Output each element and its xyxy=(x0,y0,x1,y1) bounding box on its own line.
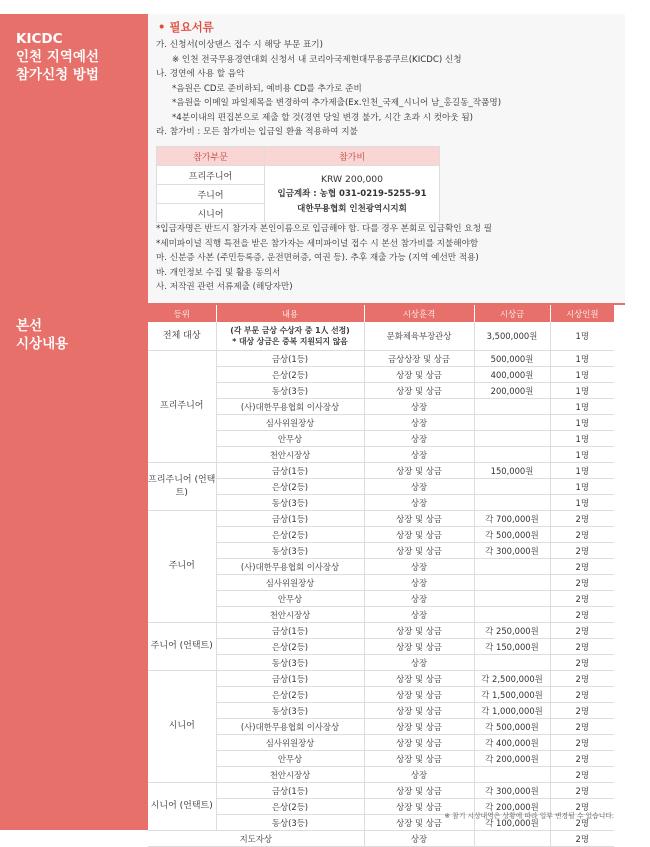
fee-division: 주니어 xyxy=(157,185,265,204)
award-row xyxy=(148,415,614,431)
count-cell: 2명 xyxy=(550,623,614,639)
award-row xyxy=(148,767,614,783)
count-cell: 2명 xyxy=(550,751,614,767)
award-name-cell: 천안시장상 xyxy=(216,767,364,783)
honor-cell: 상장 및 상금 xyxy=(364,639,474,655)
section-label-awards xyxy=(0,305,148,830)
award-row xyxy=(148,399,614,415)
honor-cell: 상장 xyxy=(364,767,474,783)
count-cell: 1명 xyxy=(550,383,614,399)
count-cell: 1명 xyxy=(550,322,614,351)
fee-division: 프리주니어 xyxy=(157,166,265,185)
award-name-cell: 금상(1등) xyxy=(216,351,364,367)
honor-cell: 상장 및 상금 xyxy=(364,671,474,687)
award-row xyxy=(148,495,614,511)
prize-cell: 각 400,000원 xyxy=(474,735,550,751)
requirement-line: 나. 경연에 사용 할 음악 xyxy=(156,69,245,79)
award-name-cell: 은상(2등) xyxy=(216,687,364,703)
honor-cell: 상장 및 상금 xyxy=(364,815,474,831)
award-row xyxy=(148,559,614,575)
prize-cell: 각 100,000원 xyxy=(474,815,550,831)
award-row xyxy=(148,655,614,671)
count-cell: 2명 xyxy=(550,831,614,847)
count-cell: 1명 xyxy=(550,415,614,431)
prize-cell: 200,000원 xyxy=(474,383,550,399)
prize-cell: 3,500,000원 xyxy=(474,322,550,351)
grand-prize-note: (각 부문 금상 수상자 중 1人 선정) * 대상 상금은 중복 지원되지 않음 xyxy=(216,322,364,351)
requirement-line: 마. 신분증 사본 (주민등록증, 운전면허증, 여권 등). 추후 재출 가능 (지역 예선만 적용) xyxy=(156,253,479,263)
requirement-line: 사. 저작권 관련 서류제출 (해당자만) xyxy=(156,282,293,292)
fee-amount: KRW 200,000 xyxy=(320,173,384,185)
count-cell: 1명 xyxy=(550,463,614,479)
requirement-line: 바. 개인정보 수집 및 활용 동의서 xyxy=(156,267,281,278)
award-row xyxy=(148,687,614,703)
award-row xyxy=(148,719,614,735)
category-cell: 시니어 xyxy=(148,671,216,783)
award-name-cell: 은상(2등) xyxy=(216,639,364,655)
honor-cell: 상장 xyxy=(364,399,474,415)
prize-cell xyxy=(474,495,550,511)
requirement-line: *세미파이널 직행 특전을 받은 참가자는 세미파이널 접수 시 본선 참가비를 지불해야함 xyxy=(156,238,479,249)
fee-account: 입금계좌 : 농협 031-0219-5255-91 xyxy=(277,188,427,199)
fee-account-holder: 대한무용협회 인천광역시지회 xyxy=(297,203,407,214)
award-row xyxy=(148,511,614,527)
prize-cell: 각 500,000원 xyxy=(474,527,550,543)
prize-cell: 각 300,000원 xyxy=(474,543,550,559)
prize-cell: 400,000원 xyxy=(474,367,550,383)
prize-cell: 500,000원 xyxy=(474,351,550,367)
award-row xyxy=(148,367,614,383)
category-cell: 프리주니어 (언택트) xyxy=(148,463,216,511)
awards-header-honor: 시상훈격 xyxy=(364,305,474,322)
awards-header-content: 내용 xyxy=(216,305,364,322)
required-documents-panel xyxy=(148,14,625,303)
award-name-cell: 금상(1등) xyxy=(216,511,364,527)
award-name-cell: 천안시장상 xyxy=(216,447,364,463)
honor-cell: 상장 및 상금 xyxy=(364,527,474,543)
count-cell: 2명 xyxy=(550,719,614,735)
award-row xyxy=(148,671,614,687)
prize-cell: 각 1,500,000원 xyxy=(474,687,550,703)
honor-cell: 문화체육부장관상 xyxy=(364,322,474,351)
count-cell: 2명 xyxy=(550,687,614,703)
count-cell: 1명 xyxy=(550,351,614,367)
prize-cell: 각 500,000원 xyxy=(474,719,550,735)
awards-header-count: 시상인원 xyxy=(550,305,614,322)
honor-cell: 상장 및 상금 xyxy=(364,511,474,527)
count-cell: 2명 xyxy=(550,799,614,815)
award-name-cell: 금상(1등) xyxy=(216,783,364,799)
section-label-application xyxy=(0,14,148,303)
award-name-cell: 은상(2등) xyxy=(216,799,364,815)
award-row xyxy=(148,351,614,367)
prize-cell xyxy=(474,559,550,575)
award-name-cell: (사)대한무용협회 이사장상 xyxy=(216,559,364,575)
category-cell: 시니어 (언택트) xyxy=(148,783,216,831)
award-name-cell: 동상(3등) xyxy=(216,655,364,671)
category-cell: 프리주니어 xyxy=(148,351,216,463)
count-cell: 2명 xyxy=(550,591,614,607)
fee-table xyxy=(156,146,440,223)
award-row xyxy=(148,639,614,655)
award-name-cell: 은상(2등) xyxy=(216,479,364,495)
prize-cell: 각 300,000원 xyxy=(474,783,550,799)
award-name-cell: (사)대한무용협회 이사장상 xyxy=(216,719,364,735)
award-row xyxy=(148,463,614,479)
honor-cell: 금상상장 및 상금 xyxy=(364,351,474,367)
award-name-cell: 동상(3등) xyxy=(216,543,364,559)
count-cell: 2명 xyxy=(550,655,614,671)
award-row xyxy=(148,431,614,447)
fee-info xyxy=(265,166,440,223)
fee-division: 시니어 xyxy=(157,204,265,223)
requirements-list-continued xyxy=(156,222,492,295)
prize-cell xyxy=(474,399,550,415)
prize-cell xyxy=(474,591,550,607)
award-name-cell: 지도자상 xyxy=(148,831,364,847)
count-cell: 2명 xyxy=(550,559,614,575)
honor-cell: 상장 xyxy=(364,479,474,495)
award-name-cell: 금상(1등) xyxy=(216,623,364,639)
prize-cell xyxy=(474,607,550,623)
requirement-line: *음원을 이메일 파일제목을 변경하여 추가제출(Ex.인천_국제_시니어 남_홍길동_작품명) xyxy=(172,98,502,108)
prize-cell: 각 150,000원 xyxy=(474,639,550,655)
awards-body xyxy=(148,322,614,847)
prize-cell: 150,000원 xyxy=(474,463,550,479)
count-cell: 2명 xyxy=(550,543,614,559)
count-cell: 2명 xyxy=(550,527,614,543)
award-name-cell: 천안시장상 xyxy=(216,607,364,623)
honor-cell: 상장 xyxy=(364,591,474,607)
award-name-cell: 금상(1등) xyxy=(216,463,364,479)
award-row xyxy=(148,527,614,543)
footnote: ※ 참기 시상내역은 상황에 따라 일부 변경될 수 있습니다. xyxy=(444,812,614,820)
requirement-line: 라. 참가비 : 모든 참가비는 입금일 환율 적용하여 지불 xyxy=(156,127,358,137)
prize-cell xyxy=(474,575,550,591)
award-row xyxy=(148,591,614,607)
prize-cell: 각 200,000원 xyxy=(474,751,550,767)
requirement-line: *입금자명은 반드시 참가자 본인이름으로 입금해야 함. 다를 경우 본회로 입금확인 요청 필 xyxy=(156,224,492,234)
prize-cell: 각 200,000원 xyxy=(474,799,550,815)
count-cell: 2명 xyxy=(550,639,614,655)
award-name-cell: 심사위원장상 xyxy=(216,415,364,431)
award-name-cell: 동상(3등) xyxy=(216,815,364,831)
honor-cell: 상장 xyxy=(364,575,474,591)
award-name-cell: 심사위원장상 xyxy=(216,735,364,751)
award-row xyxy=(148,783,614,799)
award-name-cell: 은상(2등) xyxy=(216,527,364,543)
award-name-cell: 동상(3등) xyxy=(216,495,364,511)
requirements-list xyxy=(156,38,501,140)
honor-cell: 상장 및 상금 xyxy=(364,799,474,815)
count-cell: 2명 xyxy=(550,783,614,799)
award-row xyxy=(148,543,614,559)
award-row xyxy=(148,607,614,623)
award-name-cell: 안무상 xyxy=(216,431,364,447)
count-cell: 2명 xyxy=(550,815,614,831)
award-row xyxy=(148,575,614,591)
requirement-line: *4분이내의 편집본으로 제출 할 것(경연 당일 변경 불가, 시간 초과 시 컷아웃 됨) xyxy=(172,112,474,123)
prize-cell: 각 2,500,000원 xyxy=(474,671,550,687)
honor-cell: 상장 xyxy=(364,607,474,623)
category-cell: 주니어 (언택트) xyxy=(148,623,216,671)
honor-cell: 상장 xyxy=(364,495,474,511)
honor-cell: 상장 xyxy=(364,415,474,431)
award-name-cell: (사)대한무용협회 이사장상 xyxy=(216,399,364,415)
honor-cell: 상장 xyxy=(364,447,474,463)
fee-header-division: 참가부문 xyxy=(157,147,265,166)
section-label-text: 본선 시상내용 xyxy=(16,318,69,352)
category-cell: 주니어 xyxy=(148,511,216,623)
count-cell: 1명 xyxy=(550,495,614,511)
prize-cell xyxy=(474,655,550,671)
count-cell: 2명 xyxy=(550,735,614,751)
leader-award-row xyxy=(148,831,614,847)
fee-header-fee: 참가비 xyxy=(265,147,440,166)
prize-cell: 각 1,000,000원 xyxy=(474,703,550,719)
honor-cell: 상장 및 상금 xyxy=(364,719,474,735)
honor-cell: 상장 및 상금 xyxy=(364,367,474,383)
prize-cell xyxy=(474,431,550,447)
count-cell: 2명 xyxy=(550,607,614,623)
honor-cell: 상장 xyxy=(364,559,474,575)
count-cell: 2명 xyxy=(550,575,614,591)
requirement-line: *음원은 CD로 준비하되, 예비용 CD를 추가로 준비 xyxy=(172,83,362,94)
awards-header-rank: 등위 xyxy=(148,305,216,322)
prize-cell xyxy=(474,831,550,847)
honor-cell: 상장 및 상금 xyxy=(364,751,474,767)
prize-cell xyxy=(474,479,550,495)
award-row xyxy=(148,479,614,495)
count-cell: 2명 xyxy=(550,511,614,527)
prize-cell xyxy=(474,767,550,783)
award-row xyxy=(148,447,614,463)
requirement-line: ※ 인천 전국무용경연대회 신청서 내 코리아국제현대무용콩쿠르(KICDC) 신청 xyxy=(172,54,462,65)
category-cell: 전체 대상 xyxy=(148,322,216,351)
honor-cell: 상장 및 상금 xyxy=(364,703,474,719)
count-cell: 1명 xyxy=(550,399,614,415)
award-row xyxy=(148,751,614,767)
honor-cell: 상장 및 상금 xyxy=(364,623,474,639)
honor-cell: 상장 및 상금 xyxy=(364,383,474,399)
honor-cell: 상장 및 상금 xyxy=(364,687,474,703)
count-cell: 1명 xyxy=(550,367,614,383)
prize-cell xyxy=(474,447,550,463)
count-cell: 2명 xyxy=(550,767,614,783)
award-row xyxy=(148,703,614,719)
award-name-cell: 동상(3등) xyxy=(216,703,364,719)
count-cell: 2명 xyxy=(550,671,614,687)
honor-cell: 상장 및 상금 xyxy=(364,543,474,559)
prize-cell: 각 250,000원 xyxy=(474,623,550,639)
count-cell: 2명 xyxy=(550,703,614,719)
awards-header-prize: 시상금 xyxy=(474,305,550,322)
honor-cell: 상장 및 상금 xyxy=(364,463,474,479)
award-name-cell: 금상(1등) xyxy=(216,671,364,687)
award-row xyxy=(148,735,614,751)
count-cell: 1명 xyxy=(550,479,614,495)
grand-prize-row xyxy=(148,322,614,351)
award-row xyxy=(148,623,614,639)
honor-cell: 상장 xyxy=(364,655,474,671)
count-cell: 1명 xyxy=(550,431,614,447)
awards-table xyxy=(148,305,614,847)
honor-cell: 상장 및 상금 xyxy=(364,783,474,799)
honor-cell: 상장 xyxy=(364,831,474,847)
award-name-cell: 심사위원장상 xyxy=(216,575,364,591)
prize-cell: 각 700,000원 xyxy=(474,511,550,527)
award-name-cell: 안무상 xyxy=(216,591,364,607)
award-name-cell: 동상(3등) xyxy=(216,383,364,399)
prize-cell xyxy=(474,415,550,431)
award-name-cell: 은상(2등) xyxy=(216,367,364,383)
requirement-line: 가. 신청서(이상댄스 접수 시 해당 부문 표기) xyxy=(156,40,323,50)
section-label-text: KICDC 인천 지역예선 참가신청 방법 xyxy=(16,31,99,83)
count-cell: 1명 xyxy=(550,447,614,463)
honor-cell: 상장 xyxy=(364,431,474,447)
award-name-cell: 안무상 xyxy=(216,751,364,767)
award-row xyxy=(148,383,614,399)
required-documents-title: • 필요서류 xyxy=(158,20,214,34)
honor-cell: 상장 및 상금 xyxy=(364,735,474,751)
